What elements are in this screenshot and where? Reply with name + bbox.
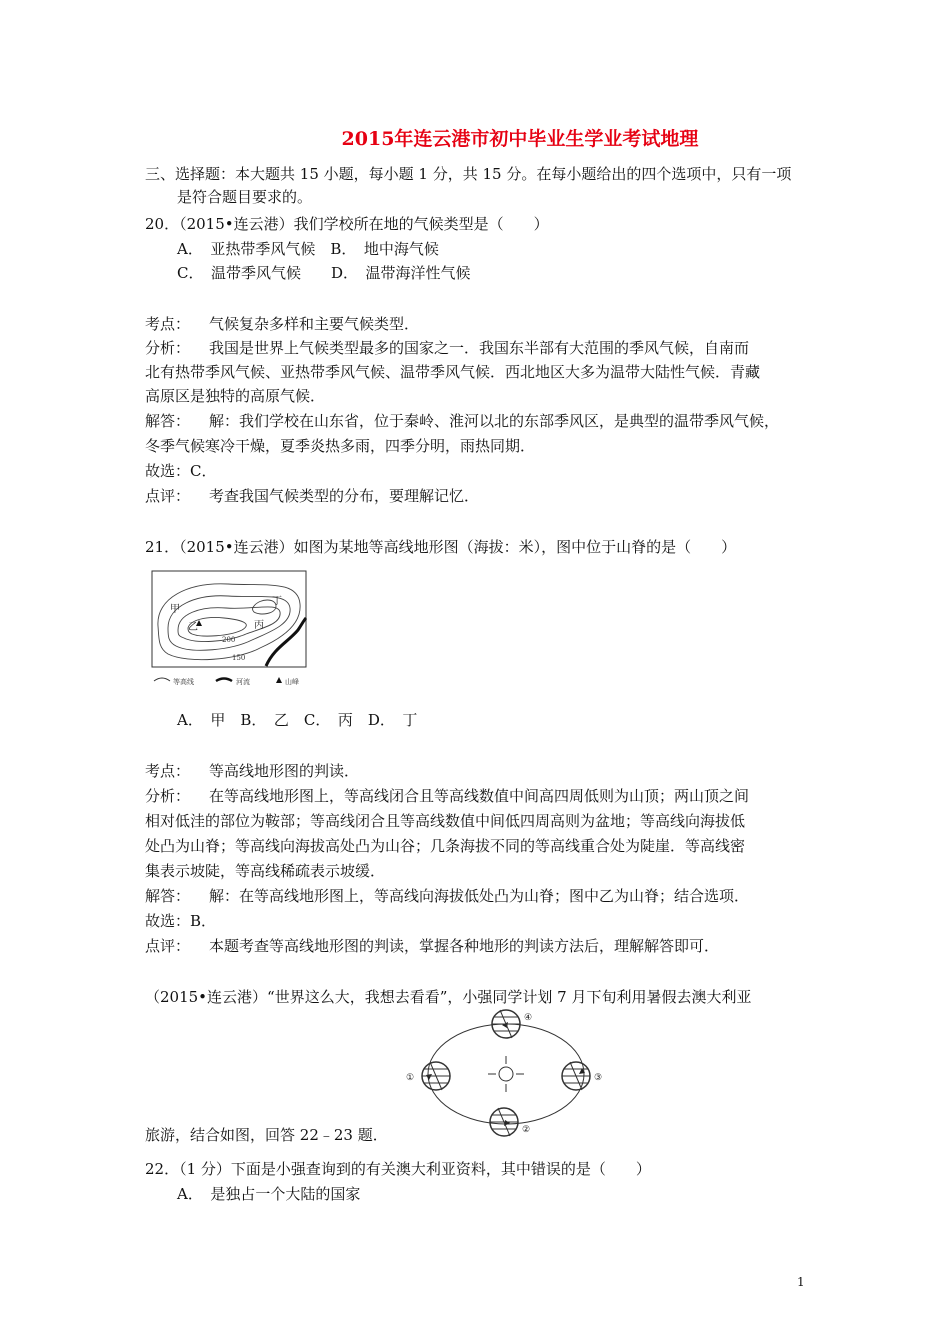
q21-fenxi-3: 处凸为山脊；等高线向海拔高处凸为山谷；几条海拔不同的等高线重合处为陡崖．等高线密 (145, 837, 746, 855)
fenxi-text: 我国是世界上气候类型最多的国家之一．我国东半部有大范围的季风气候，自南而 (209, 339, 750, 357)
q20-fenxi-3: 高原区是独特的高原气候． (145, 387, 326, 405)
page-title: 2015年连云港市初中毕业生学业考试地理 (341, 128, 699, 150)
section-heading-line1: 三、选择题：本大题共 15 小题，每小题 1 分，共 15 分。在每小题给出的四个选项中，只有一项 (145, 165, 792, 183)
kaodian-text: 气候复杂多样和主要气候类型． (209, 315, 420, 333)
earth-orbit-diagram (400, 1008, 610, 1138)
orbit-label-4: ④ (524, 1013, 533, 1023)
q21-stem: 21．（2015•连云港）如图为某地等高线地形图（海拔：米），图中位于山脊的是（ ） (145, 538, 737, 556)
q20-stem: 20．（2015•连云港）我们学校所在地的气候类型是（ ） (145, 215, 549, 233)
q20-dianping (145, 486, 479, 506)
q22-23-intro-line2: 旅游，结合如图，回答 22﹣23 题． (145, 1126, 388, 1144)
q21-jieda (145, 886, 749, 906)
orbit-label-1: ① (406, 1073, 415, 1083)
kaodian-label: 考点： (145, 762, 191, 780)
q21-fenxi-4: 集表示坡陡，等高线稀疏表示坡缓． (145, 862, 386, 880)
q21-kaodian (145, 761, 359, 781)
label-jia: 甲 (170, 604, 180, 615)
q21-fenxi-2: 相对低洼的部位为鞍部；等高线闭合且等高线数值中间低四周高则为盆地；等高线向海拔低 (145, 812, 746, 830)
label-yi: 乙 (188, 622, 198, 633)
q21-options: A． 甲 B． 乙 C． 丙 D． 丁 (177, 711, 418, 729)
dianping-text: 本题考查等高线地形图的判读，掌握各种地形的判读方法后，理解解答即可． (209, 937, 720, 955)
q20-fenxi-1 (145, 338, 749, 358)
jieda-label: 解答： (145, 887, 191, 905)
label-ding: 丁 (272, 596, 282, 607)
fenxi-label: 分析： (145, 787, 191, 805)
q22-23-intro-line1: （2015•连云港）“世界这么大，我想去看看”，小强同学计划 7 月下旬利用暑假去澳大利亚 (145, 988, 752, 1006)
legend-contour-label: 等高线 (173, 678, 194, 686)
orbit-label-2: ② (522, 1125, 531, 1135)
dianping-text: 考查我国气候类型的分布，要理解记忆． (209, 487, 480, 505)
q20-jieda-1 (145, 411, 779, 431)
q22-stem: 22．（1 分）下面是小强查询到的有关澳大利亚资料，其中错误的是（ ） (145, 1160, 651, 1178)
dianping-label: 点评： (145, 487, 191, 505)
earth-left (422, 1062, 450, 1090)
fenxi-text: 在等高线地形图上，等高线闭合且等高线数值中间高四周低则为山顶；两山顶之间 (209, 787, 750, 805)
orbit-arrow-left (426, 1074, 432, 1080)
orbit-label-3: ③ (594, 1073, 603, 1083)
kaodian-text: 等高线地形图的判读． (209, 762, 360, 780)
q20-answer: 故选：C． (145, 462, 217, 480)
legend-contour-symbol (154, 678, 170, 681)
earth-top (492, 1010, 520, 1038)
q20-options-row1: A． 亚热带季风气候 B． 地中海气候 (177, 240, 439, 258)
jieda-text: 解：我们学校在山东省，位于秦岭、淮河以北的东部季风区，是典型的温带季风气候， (209, 412, 780, 430)
q21-dianping (145, 936, 719, 956)
q20-fenxi-2: 北有热带季风气候、亚热带季风气候、温带季风气候．西北地区大多为温带大陆性气候．青藏 (145, 363, 761, 381)
fenxi-label: 分析： (145, 339, 191, 357)
jieda-text: 解：在等高线地形图上，等高线向海拔低处凸为山脊；图中乙为山脊；结合选项． (209, 887, 750, 905)
kaodian-label: 考点： (145, 315, 191, 333)
q21-fenxi-1 (145, 786, 749, 806)
earth-right (562, 1062, 590, 1090)
contour-value-200: 200 (222, 636, 236, 644)
sun-circle (499, 1067, 513, 1081)
q20-kaodian (145, 314, 419, 334)
jieda-label: 解答： (145, 412, 191, 430)
contour-map (148, 568, 310, 690)
dianping-label: 点评： (145, 937, 191, 955)
label-bing: 丙 (254, 620, 264, 631)
legend-river-symbol (216, 679, 232, 682)
q20-jieda-2: 冬季气候寒冷干燥，夏季炎热多雨，四季分明，雨热同期． (145, 437, 536, 455)
contour-value-150: 150 (232, 654, 246, 662)
earth-bottom (490, 1108, 518, 1136)
q20-options-row2: C． 温带季风气候 D． 温带海洋性气候 (177, 264, 471, 282)
page-number: 1 (797, 1275, 805, 1289)
legend-river-label: 河流 (236, 678, 250, 686)
section-heading-line2: 是符合题目要求的。 (177, 188, 313, 206)
legend-peak-symbol (276, 677, 282, 683)
legend-peak-label: 山峰 (285, 678, 299, 686)
q21-answer: 故选：B． (145, 912, 217, 930)
q22-option-a: A． 是独占一个大陆的国家 (177, 1185, 361, 1203)
